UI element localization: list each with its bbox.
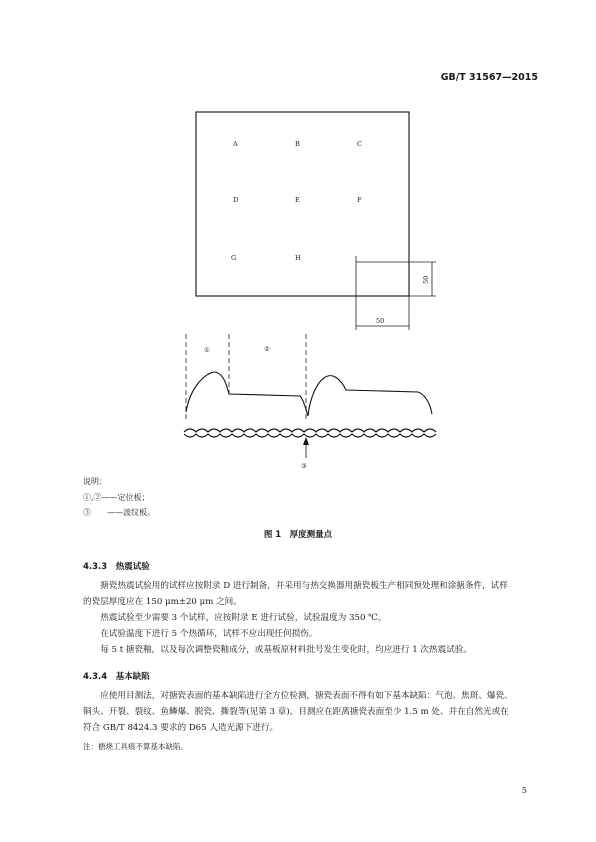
specimen-outline: [196, 112, 409, 296]
point-c-label: C: [357, 140, 362, 148]
section-body-basic-defects: [83, 688, 513, 736]
marker-1: ①: [204, 346, 210, 354]
figure-caption: 图 1 厚度测量点: [263, 530, 333, 540]
paragraph: 搪瓷热震试验用的试样应按附录 D 进行制备，并采用与热交换器用搪瓷板生产相同预处理和涂搪条件，试样的瓷层厚度应在 150 μm±20 μm 之间。: [83, 581, 508, 607]
point-h-label: H: [295, 254, 301, 262]
arrow-head: [303, 437, 309, 445]
paragraph: 热震试验至少需要 3 个试样，应按附录 E 进行试验，试验温度为 350 ℃。: [100, 613, 387, 623]
point-g-label: G: [231, 254, 237, 262]
point-e-label: E: [295, 196, 300, 204]
marker-2: ②: [264, 345, 270, 353]
note: 注：搪烧工具痕不算基本缺陷。: [83, 742, 188, 751]
paragraph: 在试验温度下进行 5 个热循环，试样不应出现任何损伤。: [100, 629, 318, 639]
marker-3: ③: [301, 462, 307, 470]
dimension-vertical: 50: [422, 275, 430, 284]
paragraph: 每 5 t 搪瓷釉，以及每次调整瓷釉成分，或基板原材料批号发生变化时，均应进行 1 次热震试验。: [100, 645, 472, 655]
standard-number: GB/T 31567—2015: [440, 72, 538, 83]
section-body-thermal-shock: [83, 578, 513, 658]
locating-plate-profile: [186, 372, 432, 416]
point-b-label: B: [295, 140, 300, 148]
point-a-label: A: [233, 140, 238, 148]
dimension-horizontal: 50: [376, 317, 385, 325]
corrugated-plate: [184, 429, 436, 437]
legend-line-2: ③ ——波纹板。: [83, 508, 155, 517]
page-number: 5: [521, 786, 527, 795]
legend-line-1: ①,②——定位板；: [83, 493, 150, 502]
paragraph: 应使用目测法，对搪瓷表面的基本缺陷进行全方位检测，搪瓷表面不得有如下基本缺陷：气泡、焦斑、爆瓷、铜头、开裂、裂纹、鱼鳞爆、脱瓷、撕裂等(见第 3 章)。目测应在距离搪瓷表面至少 1.5 m 处、并在自然光或在符合 GB/T 8424.3 要求的 D65 人造光源下进行。: [83, 691, 513, 733]
corner-dimension: [356, 256, 436, 330]
legend-title: 说明：: [83, 477, 107, 486]
point-d-label: D: [233, 196, 239, 204]
section-heading-thermal-shock: 4.3.3 热震试验: [83, 562, 150, 572]
point-f-label: F: [357, 196, 362, 204]
section-heading-basic-defects: 4.3.4 基本缺陷: [83, 672, 150, 682]
